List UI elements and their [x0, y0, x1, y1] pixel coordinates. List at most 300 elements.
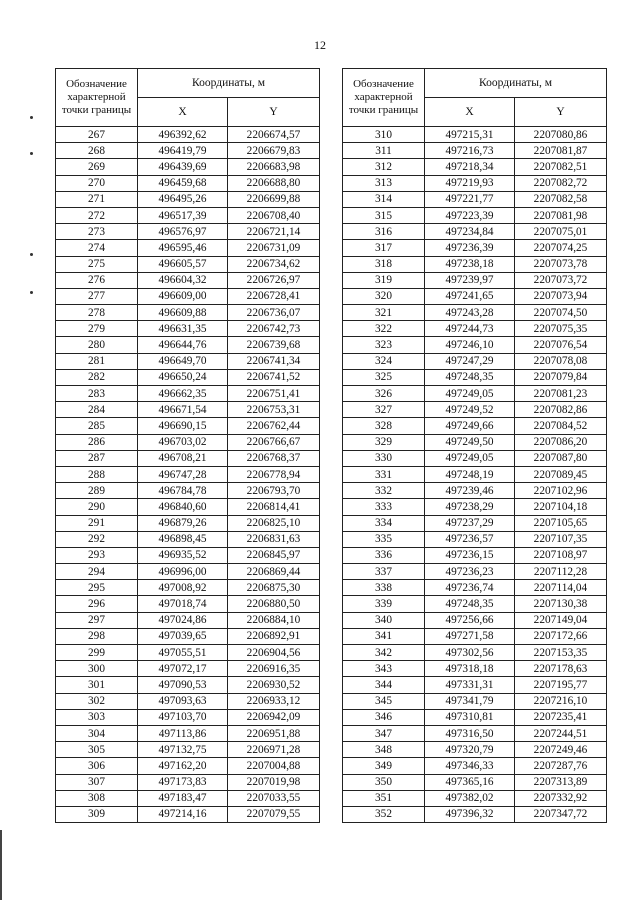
y-coordinate-cell: 2206768,37	[228, 450, 320, 466]
header-y-label: Y	[228, 98, 320, 127]
point-number-cell: 335	[343, 531, 425, 547]
point-number-cell: 337	[343, 564, 425, 580]
point-number-cell: 268	[56, 143, 138, 159]
table-row	[343, 725, 607, 741]
point-number-cell: 347	[343, 725, 425, 741]
table-row	[343, 547, 607, 563]
point-number-cell: 309	[56, 806, 138, 822]
x-coordinate-cell: 496439,69	[138, 159, 228, 175]
y-coordinate-cell: 2207149,04	[515, 612, 607, 628]
point-number-cell: 282	[56, 369, 138, 385]
table-row	[56, 418, 320, 434]
table-row	[56, 547, 320, 563]
x-coordinate-cell: 496747,28	[138, 466, 228, 482]
y-coordinate-cell: 2207073,78	[515, 256, 607, 272]
y-coordinate-cell: 2206736,07	[228, 305, 320, 321]
table-row	[343, 580, 607, 596]
x-coordinate-cell: 496609,88	[138, 305, 228, 321]
y-coordinate-cell: 2207332,92	[515, 790, 607, 806]
x-coordinate-cell: 497249,66	[425, 418, 515, 434]
table-row	[56, 742, 320, 758]
x-coordinate-cell: 497248,35	[425, 596, 515, 612]
x-coordinate-cell: 497221,77	[425, 191, 515, 207]
header-coords-label: Координаты, м	[425, 69, 607, 98]
point-number-cell: 324	[343, 353, 425, 369]
point-number-cell: 318	[343, 256, 425, 272]
point-number-cell: 290	[56, 499, 138, 515]
y-coordinate-cell: 2207172,66	[515, 628, 607, 644]
point-number-cell: 289	[56, 483, 138, 499]
point-number-cell: 351	[343, 790, 425, 806]
point-number-cell: 284	[56, 402, 138, 418]
table-row	[56, 191, 320, 207]
point-number-cell: 322	[343, 321, 425, 337]
x-coordinate-cell: 497316,50	[425, 725, 515, 741]
page-number: 12	[314, 38, 326, 52]
x-coordinate-cell: 497223,39	[425, 207, 515, 223]
y-coordinate-cell: 2207004,88	[228, 758, 320, 774]
table-row	[56, 337, 320, 353]
x-coordinate-cell: 496595,46	[138, 240, 228, 256]
point-number-cell: 277	[56, 288, 138, 304]
table-body-right	[343, 127, 607, 823]
point-number-cell: 314	[343, 191, 425, 207]
point-number-cell: 352	[343, 806, 425, 822]
x-coordinate-cell: 496840,60	[138, 499, 228, 515]
y-coordinate-cell: 2207087,80	[515, 450, 607, 466]
table-row	[343, 240, 607, 256]
x-coordinate-cell: 497382,02	[425, 790, 515, 806]
y-coordinate-cell: 2206793,70	[228, 483, 320, 499]
y-coordinate-cell: 2207075,35	[515, 321, 607, 337]
y-coordinate-cell: 2206825,10	[228, 515, 320, 531]
point-number-cell: 273	[56, 224, 138, 240]
y-coordinate-cell: 2206951,88	[228, 725, 320, 741]
y-coordinate-cell: 2207084,52	[515, 418, 607, 434]
y-coordinate-cell: 2206726,97	[228, 272, 320, 288]
point-number-cell: 303	[56, 709, 138, 725]
y-coordinate-cell: 2206734,62	[228, 256, 320, 272]
point-number-cell: 299	[56, 645, 138, 661]
y-coordinate-cell: 2206683,98	[228, 159, 320, 175]
x-coordinate-cell: 496495,26	[138, 191, 228, 207]
y-coordinate-cell: 2207082,86	[515, 402, 607, 418]
table-row	[56, 499, 320, 515]
table-row	[343, 661, 607, 677]
point-number-cell: 285	[56, 418, 138, 434]
y-coordinate-cell: 2207347,72	[515, 806, 607, 822]
point-number-cell: 300	[56, 661, 138, 677]
x-coordinate-cell: 497246,10	[425, 337, 515, 353]
point-number-cell: 311	[343, 143, 425, 159]
x-coordinate-cell: 497234,84	[425, 224, 515, 240]
y-coordinate-cell: 2206845,97	[228, 547, 320, 563]
table-row	[56, 402, 320, 418]
y-coordinate-cell: 2207089,45	[515, 466, 607, 482]
table-row	[343, 677, 607, 693]
point-number-cell: 334	[343, 515, 425, 531]
y-coordinate-cell: 2207082,72	[515, 175, 607, 191]
y-coordinate-cell: 2206731,09	[228, 240, 320, 256]
table-row	[343, 288, 607, 304]
table-row	[56, 466, 320, 482]
y-coordinate-cell: 2207249,46	[515, 742, 607, 758]
margin-mark	[30, 253, 33, 256]
point-number-cell: 342	[343, 645, 425, 661]
y-coordinate-cell: 2207130,38	[515, 596, 607, 612]
point-number-cell: 288	[56, 466, 138, 482]
x-coordinate-cell: 496662,35	[138, 386, 228, 402]
y-coordinate-cell: 2206831,63	[228, 531, 320, 547]
header-x-label: X	[425, 98, 515, 127]
y-coordinate-cell: 2207081,23	[515, 386, 607, 402]
point-number-cell: 340	[343, 612, 425, 628]
point-number-cell: 291	[56, 515, 138, 531]
table-row	[343, 143, 607, 159]
table-row	[343, 321, 607, 337]
x-coordinate-cell: 497341,79	[425, 693, 515, 709]
coordinates-table-left	[55, 68, 320, 823]
point-number-cell: 279	[56, 321, 138, 337]
y-coordinate-cell: 2206728,41	[228, 288, 320, 304]
point-number-cell: 271	[56, 191, 138, 207]
table-row	[56, 386, 320, 402]
x-coordinate-cell: 496649,70	[138, 353, 228, 369]
table-row	[56, 353, 320, 369]
y-coordinate-cell: 2206933,12	[228, 693, 320, 709]
y-coordinate-cell: 2207287,76	[515, 758, 607, 774]
table-row	[343, 612, 607, 628]
x-coordinate-cell: 497215,31	[425, 127, 515, 143]
table-row	[56, 305, 320, 321]
table-row	[343, 564, 607, 580]
y-coordinate-cell: 2206942,09	[228, 709, 320, 725]
x-coordinate-cell: 497132,75	[138, 742, 228, 758]
x-coordinate-cell: 497090,53	[138, 677, 228, 693]
point-number-cell: 317	[343, 240, 425, 256]
point-number-cell: 319	[343, 272, 425, 288]
x-coordinate-cell: 496996,00	[138, 564, 228, 580]
point-number-cell: 276	[56, 272, 138, 288]
point-number-cell: 333	[343, 499, 425, 515]
point-number-cell: 269	[56, 159, 138, 175]
point-number-cell: 350	[343, 774, 425, 790]
point-number-cell: 331	[343, 466, 425, 482]
x-coordinate-cell: 497236,23	[425, 564, 515, 580]
y-coordinate-cell: 2207178,63	[515, 661, 607, 677]
table-row	[56, 288, 320, 304]
margin-mark	[30, 291, 33, 294]
x-coordinate-cell: 497183,47	[138, 790, 228, 806]
y-coordinate-cell: 2206778,94	[228, 466, 320, 482]
y-coordinate-cell: 2206751,41	[228, 386, 320, 402]
x-coordinate-cell: 497173,83	[138, 774, 228, 790]
table-row	[343, 337, 607, 353]
table-row	[56, 207, 320, 223]
x-coordinate-cell: 497072,17	[138, 661, 228, 677]
point-number-cell: 283	[56, 386, 138, 402]
point-number-cell: 329	[343, 434, 425, 450]
table-row	[343, 758, 607, 774]
table-row	[56, 774, 320, 790]
header-coords-label: Координаты, м	[138, 69, 320, 98]
x-coordinate-cell: 497008,92	[138, 580, 228, 596]
y-coordinate-cell: 2206708,40	[228, 207, 320, 223]
point-number-cell: 297	[56, 612, 138, 628]
point-number-cell: 344	[343, 677, 425, 693]
x-coordinate-cell: 497241,65	[425, 288, 515, 304]
y-coordinate-cell: 2207019,98	[228, 774, 320, 790]
y-coordinate-cell: 2206869,44	[228, 564, 320, 580]
x-coordinate-cell: 496631,35	[138, 321, 228, 337]
table-row	[56, 127, 320, 143]
table-row	[56, 645, 320, 661]
point-number-cell: 292	[56, 531, 138, 547]
x-coordinate-cell: 497236,57	[425, 531, 515, 547]
point-number-cell: 316	[343, 224, 425, 240]
y-coordinate-cell: 2207104,18	[515, 499, 607, 515]
table-row	[56, 693, 320, 709]
table-row	[56, 240, 320, 256]
point-number-cell: 338	[343, 580, 425, 596]
x-coordinate-cell: 497248,35	[425, 369, 515, 385]
y-coordinate-cell: 2207073,72	[515, 272, 607, 288]
margin-mark	[30, 116, 33, 119]
x-coordinate-cell: 497236,15	[425, 547, 515, 563]
y-coordinate-cell: 2207073,94	[515, 288, 607, 304]
x-coordinate-cell: 496605,57	[138, 256, 228, 272]
table-row	[343, 224, 607, 240]
table-row	[343, 402, 607, 418]
x-coordinate-cell: 497055,51	[138, 645, 228, 661]
table-row	[56, 758, 320, 774]
y-coordinate-cell: 2206892,91	[228, 628, 320, 644]
table-row	[56, 709, 320, 725]
point-number-cell: 301	[56, 677, 138, 693]
point-number-cell: 308	[56, 790, 138, 806]
x-coordinate-cell: 497271,58	[425, 628, 515, 644]
x-coordinate-cell: 497113,86	[138, 725, 228, 741]
y-coordinate-cell: 2206721,14	[228, 224, 320, 240]
table-row	[343, 369, 607, 385]
y-coordinate-cell: 2207082,51	[515, 159, 607, 175]
x-coordinate-cell: 496392,62	[138, 127, 228, 143]
y-coordinate-cell: 2207080,86	[515, 127, 607, 143]
table-row	[343, 693, 607, 709]
x-coordinate-cell: 497256,66	[425, 612, 515, 628]
point-number-cell: 281	[56, 353, 138, 369]
table-body-left	[56, 127, 320, 823]
x-coordinate-cell: 496650,24	[138, 369, 228, 385]
table-row	[56, 661, 320, 677]
point-number-cell: 287	[56, 450, 138, 466]
table-row	[343, 353, 607, 369]
table-row	[343, 515, 607, 531]
x-coordinate-cell: 497302,56	[425, 645, 515, 661]
x-coordinate-cell: 497093,63	[138, 693, 228, 709]
x-coordinate-cell: 497018,74	[138, 596, 228, 612]
table-row	[343, 191, 607, 207]
y-coordinate-cell: 2207081,98	[515, 207, 607, 223]
coordinates-table-right	[342, 68, 607, 823]
y-coordinate-cell: 2206875,30	[228, 580, 320, 596]
y-coordinate-cell: 2206674,57	[228, 127, 320, 143]
table-row	[56, 612, 320, 628]
point-number-cell: 348	[343, 742, 425, 758]
y-coordinate-cell: 2207079,55	[228, 806, 320, 822]
y-coordinate-cell: 2207074,25	[515, 240, 607, 256]
x-coordinate-cell: 496708,21	[138, 450, 228, 466]
y-coordinate-cell: 2206762,44	[228, 418, 320, 434]
x-coordinate-cell: 497249,05	[425, 450, 515, 466]
table-row	[56, 580, 320, 596]
x-coordinate-cell: 497318,18	[425, 661, 515, 677]
point-number-cell: 310	[343, 127, 425, 143]
x-coordinate-cell: 497239,97	[425, 272, 515, 288]
y-coordinate-cell: 2207079,84	[515, 369, 607, 385]
table-row	[56, 790, 320, 806]
table-row	[343, 159, 607, 175]
point-number-cell: 325	[343, 369, 425, 385]
x-coordinate-cell: 496690,15	[138, 418, 228, 434]
table-row	[343, 466, 607, 482]
header-point-label: Обозначение характерной точки границы	[343, 69, 425, 127]
x-coordinate-cell: 497249,05	[425, 386, 515, 402]
point-number-cell: 346	[343, 709, 425, 725]
y-coordinate-cell: 2207078,08	[515, 353, 607, 369]
point-number-cell: 321	[343, 305, 425, 321]
x-coordinate-cell: 497249,50	[425, 434, 515, 450]
point-number-cell: 339	[343, 596, 425, 612]
point-number-cell: 272	[56, 207, 138, 223]
x-coordinate-cell: 497249,52	[425, 402, 515, 418]
point-number-cell: 341	[343, 628, 425, 644]
x-coordinate-cell: 497162,20	[138, 758, 228, 774]
y-coordinate-cell: 2207114,04	[515, 580, 607, 596]
y-coordinate-cell: 2207086,20	[515, 434, 607, 450]
y-coordinate-cell: 2206814,41	[228, 499, 320, 515]
y-coordinate-cell: 2207033,55	[228, 790, 320, 806]
point-number-cell: 312	[343, 159, 425, 175]
y-coordinate-cell: 2207074,50	[515, 305, 607, 321]
y-coordinate-cell: 2207216,10	[515, 693, 607, 709]
y-coordinate-cell: 2206904,56	[228, 645, 320, 661]
table-row	[56, 143, 320, 159]
table-row	[56, 531, 320, 547]
table-row	[343, 272, 607, 288]
table-row	[56, 725, 320, 741]
x-coordinate-cell: 497248,19	[425, 466, 515, 482]
x-coordinate-cell: 497310,81	[425, 709, 515, 725]
point-number-cell: 296	[56, 596, 138, 612]
point-number-cell: 275	[56, 256, 138, 272]
table-row	[343, 127, 607, 143]
table-row	[56, 628, 320, 644]
x-coordinate-cell: 497236,74	[425, 580, 515, 596]
y-coordinate-cell: 2206884,10	[228, 612, 320, 628]
point-number-cell: 267	[56, 127, 138, 143]
x-coordinate-cell: 497331,31	[425, 677, 515, 693]
table-row	[343, 483, 607, 499]
x-coordinate-cell: 496644,76	[138, 337, 228, 353]
x-coordinate-cell: 496517,39	[138, 207, 228, 223]
x-coordinate-cell: 497219,93	[425, 175, 515, 191]
point-number-cell: 304	[56, 725, 138, 741]
x-coordinate-cell: 496609,00	[138, 288, 228, 304]
y-coordinate-cell: 2206753,31	[228, 402, 320, 418]
y-coordinate-cell: 2206679,83	[228, 143, 320, 159]
table-row	[56, 224, 320, 240]
point-number-cell: 270	[56, 175, 138, 191]
y-coordinate-cell: 2206741,34	[228, 353, 320, 369]
x-coordinate-cell: 497103,70	[138, 709, 228, 725]
x-coordinate-cell: 497365,16	[425, 774, 515, 790]
table-row	[343, 774, 607, 790]
table-row	[343, 645, 607, 661]
y-coordinate-cell: 2207082,58	[515, 191, 607, 207]
point-number-cell: 320	[343, 288, 425, 304]
y-coordinate-cell: 2206699,88	[228, 191, 320, 207]
y-coordinate-cell: 2207102,96	[515, 483, 607, 499]
point-number-cell: 326	[343, 386, 425, 402]
table-row	[56, 175, 320, 191]
table-row	[56, 369, 320, 385]
point-number-cell: 327	[343, 402, 425, 418]
y-coordinate-cell: 2207112,28	[515, 564, 607, 580]
y-coordinate-cell: 2207195,77	[515, 677, 607, 693]
table-row	[56, 450, 320, 466]
point-number-cell: 345	[343, 693, 425, 709]
x-coordinate-cell: 497243,28	[425, 305, 515, 321]
point-number-cell: 332	[343, 483, 425, 499]
table-row	[343, 531, 607, 547]
margin-mark	[30, 152, 33, 155]
y-coordinate-cell: 2207076,54	[515, 337, 607, 353]
table-row	[343, 709, 607, 725]
x-coordinate-cell: 496703,02	[138, 434, 228, 450]
x-coordinate-cell: 497320,79	[425, 742, 515, 758]
x-coordinate-cell: 497237,29	[425, 515, 515, 531]
point-number-cell: 280	[56, 337, 138, 353]
table-row	[56, 434, 320, 450]
table-row	[343, 450, 607, 466]
y-coordinate-cell: 2206766,67	[228, 434, 320, 450]
x-coordinate-cell: 496784,78	[138, 483, 228, 499]
y-coordinate-cell: 2207313,89	[515, 774, 607, 790]
x-coordinate-cell: 496935,52	[138, 547, 228, 563]
x-coordinate-cell: 497238,29	[425, 499, 515, 515]
table-row	[343, 499, 607, 515]
point-number-cell: 286	[56, 434, 138, 450]
y-coordinate-cell: 2206930,52	[228, 677, 320, 693]
table-row	[56, 159, 320, 175]
table-row	[343, 628, 607, 644]
table-row	[56, 272, 320, 288]
point-number-cell: 306	[56, 758, 138, 774]
x-coordinate-cell: 497236,39	[425, 240, 515, 256]
table-row	[56, 321, 320, 337]
y-coordinate-cell: 2206971,28	[228, 742, 320, 758]
point-number-cell: 349	[343, 758, 425, 774]
y-coordinate-cell: 2206880,50	[228, 596, 320, 612]
y-coordinate-cell: 2207075,01	[515, 224, 607, 240]
y-coordinate-cell: 2207107,35	[515, 531, 607, 547]
table-row	[343, 434, 607, 450]
y-coordinate-cell: 2206742,73	[228, 321, 320, 337]
point-number-cell: 295	[56, 580, 138, 596]
point-number-cell: 293	[56, 547, 138, 563]
x-coordinate-cell: 496459,68	[138, 175, 228, 191]
